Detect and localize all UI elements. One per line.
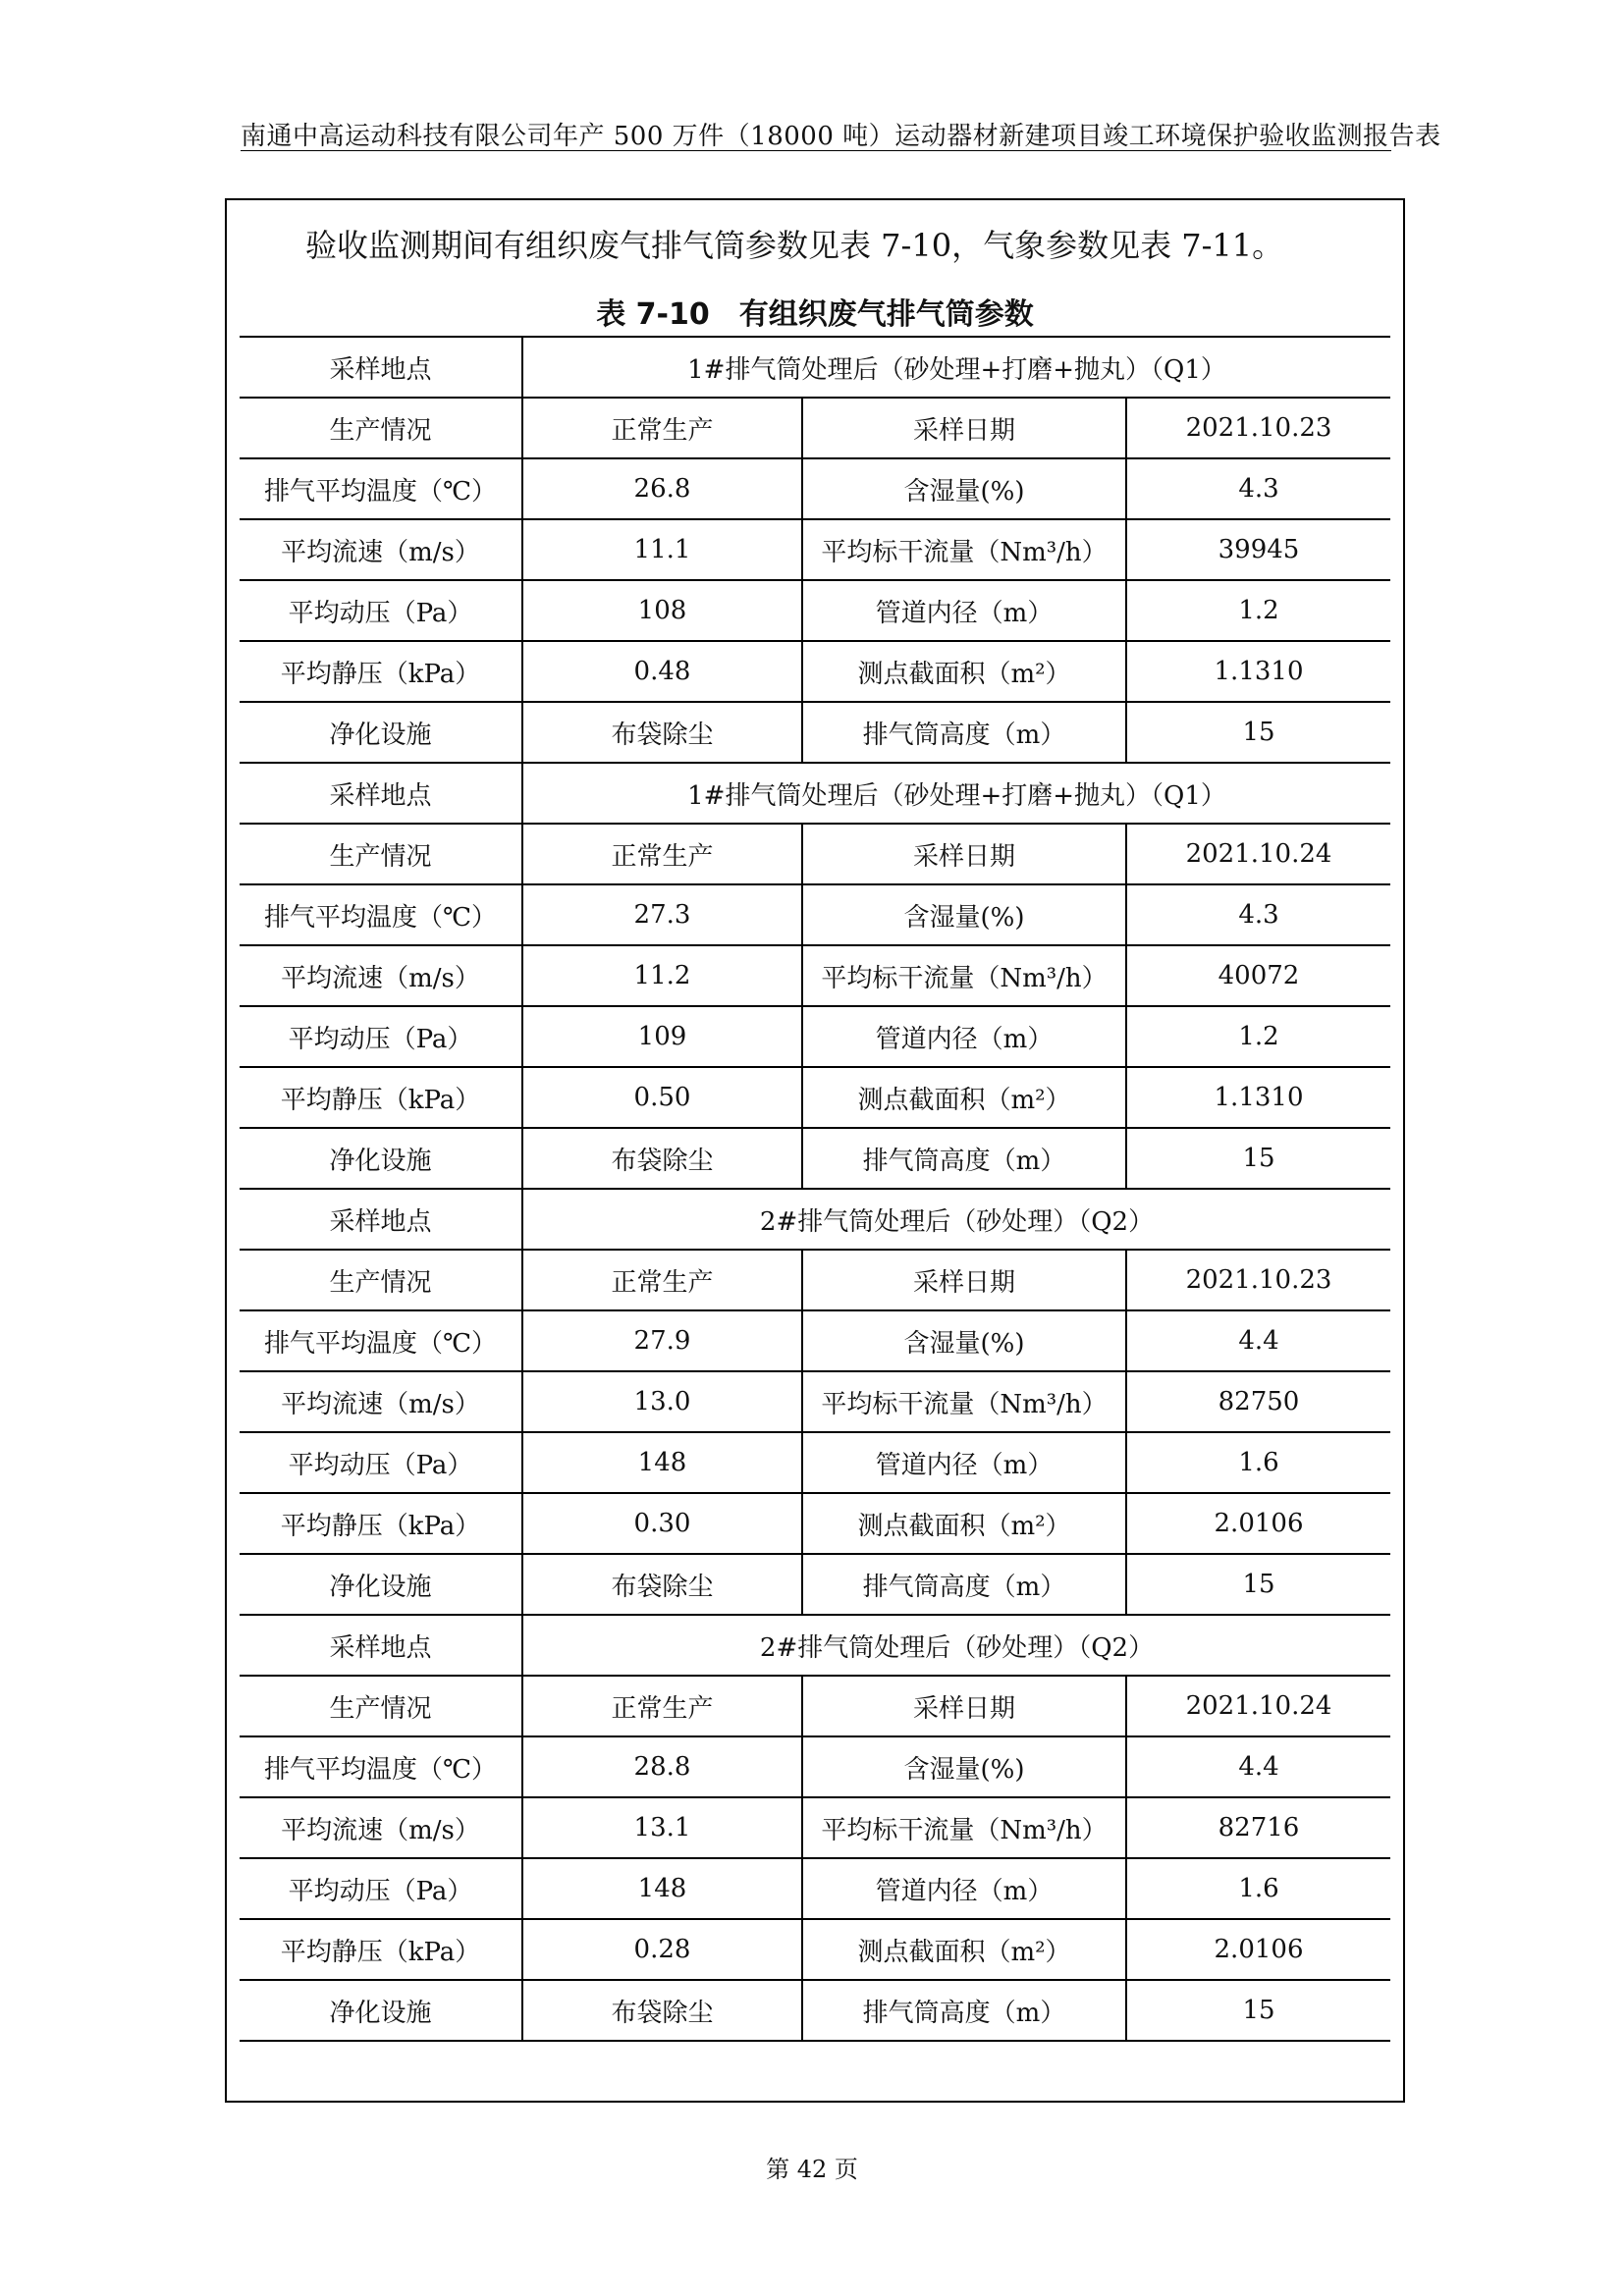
flow-label-cell: 平均标干流量（Nm³/h） (802, 945, 1126, 1006)
date-value-cell: 2021.10.23 (1126, 398, 1390, 458)
section-area-value-cell: 1.1310 (1126, 641, 1390, 702)
inner-diameter-value-cell: 1.6 (1126, 1858, 1390, 1919)
production-label-cell: 生产情况 (240, 824, 522, 884)
dynamic-pressure-value-cell: 109 (522, 1006, 802, 1067)
static-pressure-value-cell: 0.30 (522, 1493, 802, 1554)
inner-diameter-label-cell: 管道内径（m） (802, 1006, 1126, 1067)
production-value-cell: 正常生产 (522, 398, 802, 458)
table-row-velocity (240, 945, 1390, 1006)
velocity-label-cell: 平均流速（m/s） (240, 945, 522, 1006)
section-area-label-cell: 测点截面积（m²） (802, 1919, 1126, 1980)
static-pressure-value-cell: 0.28 (522, 1919, 802, 1980)
table-row-dynamic-pressure (240, 1858, 1390, 1919)
static-pressure-value-cell: 0.50 (522, 1067, 802, 1128)
temperature-value-cell: 27.9 (522, 1310, 802, 1371)
temperature-value-cell: 27.3 (522, 884, 802, 945)
table-row-dynamic-pressure (240, 1432, 1390, 1493)
table-row-static-pressure (240, 1067, 1390, 1128)
facility-value-cell: 布袋除尘 (522, 1554, 802, 1615)
section-area-value-cell: 2.0106 (1126, 1493, 1390, 1554)
section-area-label-cell: 测点截面积（m²） (802, 641, 1126, 702)
table-row-production (240, 824, 1390, 884)
site-value-cell: 2#排气筒处理后（砂处理）（Q2） (522, 1189, 1390, 1250)
moisture-value-cell: 4.3 (1126, 458, 1390, 519)
velocity-label-cell: 平均流速（m/s） (240, 519, 522, 580)
facility-value-cell: 布袋除尘 (522, 1980, 802, 2041)
production-value-cell: 正常生产 (522, 1250, 802, 1310)
facility-label-cell: 净化设施 (240, 1128, 522, 1189)
static-pressure-label-cell: 平均静压（kPa） (240, 1919, 522, 1980)
table-row-facility (240, 1128, 1390, 1189)
flow-label-cell: 平均标干流量（Nm³/h） (802, 1371, 1126, 1432)
site-label-cell: 采样地点 (240, 1189, 522, 1250)
table-row-velocity (240, 1371, 1390, 1432)
production-value-cell: 正常生产 (522, 824, 802, 884)
section-area-value-cell: 1.1310 (1126, 1067, 1390, 1128)
facility-value-cell: 布袋除尘 (522, 702, 802, 763)
intro-text: 验收监测期间有组织废气排气筒参数见表 7-10，气象参数见表 7-11。 (305, 227, 1284, 264)
facility-label-cell: 净化设施 (240, 1980, 522, 2041)
flow-value-cell: 82750 (1126, 1371, 1390, 1432)
stack-height-value-cell: 15 (1126, 1554, 1390, 1615)
table-row-temperature (240, 458, 1390, 519)
table-row-site (240, 1189, 1390, 1250)
dynamic-pressure-value-cell: 108 (522, 580, 802, 641)
moisture-value-cell: 4.4 (1126, 1310, 1390, 1371)
dynamic-pressure-value-cell: 148 (522, 1858, 802, 1919)
inner-diameter-value-cell: 1.2 (1126, 1006, 1390, 1067)
flow-value-cell: 82716 (1126, 1797, 1390, 1858)
table-row-production (240, 398, 1390, 458)
flow-label-cell: 平均标干流量（Nm³/h） (802, 519, 1126, 580)
dynamic-pressure-label-cell: 平均动压（Pa） (240, 1006, 522, 1067)
stack-height-label-cell: 排气筒高度（m） (802, 1128, 1126, 1189)
site-value-cell: 1#排气筒处理后（砂处理+打磨+抛丸）（Q1） (522, 337, 1390, 398)
table-row-facility (240, 1554, 1390, 1615)
site-value-cell: 2#排气筒处理后（砂处理）（Q2） (522, 1615, 1390, 1676)
static-pressure-label-cell: 平均静压（kPa） (240, 641, 522, 702)
site-label-cell: 采样地点 (240, 1615, 522, 1676)
table-row-site (240, 337, 1390, 398)
static-pressure-label-cell: 平均静压（kPa） (240, 1493, 522, 1554)
site-value-cell: 1#排气筒处理后（砂处理+打磨+抛丸）（Q1） (522, 763, 1390, 824)
table-row-production (240, 1250, 1390, 1310)
table-row-facility (240, 1980, 1390, 2041)
stack-height-value-cell: 15 (1126, 702, 1390, 763)
date-label-cell: 采样日期 (802, 398, 1126, 458)
temperature-label-cell: 排气平均温度（℃） (240, 1736, 522, 1797)
velocity-value-cell: 13.0 (522, 1371, 802, 1432)
temperature-value-cell: 28.8 (522, 1736, 802, 1797)
table-row-site (240, 763, 1390, 824)
header-divider (241, 150, 1391, 151)
dynamic-pressure-value-cell: 148 (522, 1432, 802, 1493)
temperature-value-cell: 26.8 (522, 458, 802, 519)
inner-diameter-value-cell: 1.6 (1126, 1432, 1390, 1493)
date-label-cell: 采样日期 (802, 1676, 1126, 1736)
velocity-label-cell: 平均流速（m/s） (240, 1797, 522, 1858)
table-caption: 表 7-10 有组织废气排气筒参数 (596, 297, 1034, 332)
site-label-cell: 采样地点 (240, 763, 522, 824)
stack-height-label-cell: 排气筒高度（m） (802, 1554, 1126, 1615)
date-value-cell: 2021.10.24 (1126, 1676, 1390, 1736)
section-area-label-cell: 测点截面积（m²） (802, 1067, 1126, 1128)
table-row-site (240, 1615, 1390, 1676)
inner-diameter-value-cell: 1.2 (1126, 580, 1390, 641)
dynamic-pressure-label-cell: 平均动压（Pa） (240, 1858, 522, 1919)
section-area-value-cell: 2.0106 (1126, 1919, 1390, 1980)
facility-label-cell: 净化设施 (240, 702, 522, 763)
production-label-cell: 生产情况 (240, 1676, 522, 1736)
stack-parameter-table-body (240, 337, 1390, 2041)
temperature-label-cell: 排气平均温度（℃） (240, 1310, 522, 1371)
stack-height-label-cell: 排气筒高度（m） (802, 702, 1126, 763)
temperature-label-cell: 排气平均温度（℃） (240, 458, 522, 519)
velocity-label-cell: 平均流速（m/s） (240, 1371, 522, 1432)
velocity-value-cell: 13.1 (522, 1797, 802, 1858)
stack-height-value-cell: 15 (1126, 1980, 1390, 2041)
moisture-value-cell: 4.3 (1126, 884, 1390, 945)
velocity-value-cell: 11.2 (522, 945, 802, 1006)
table-row-static-pressure (240, 1919, 1390, 1980)
dynamic-pressure-label-cell: 平均动压（Pa） (240, 580, 522, 641)
stack-height-label-cell: 排气筒高度（m） (802, 1980, 1126, 2041)
stack-parameter-table (240, 336, 1390, 2042)
moisture-label-cell: 含湿量(%) (802, 1736, 1126, 1797)
inner-diameter-label-cell: 管道内径（m） (802, 1432, 1126, 1493)
facility-value-cell: 布袋除尘 (522, 1128, 802, 1189)
report-header-title: 南通中高运动科技有限公司年产 500 万件（18000 吨）运动器材新建项目竣工环境保护验收监测报告表 (241, 122, 1441, 151)
table-row-facility (240, 702, 1390, 763)
date-label-cell: 采样日期 (802, 824, 1126, 884)
inner-diameter-label-cell: 管道内径（m） (802, 1858, 1126, 1919)
page-number: 第 42 页 (766, 2156, 858, 2183)
table-row-temperature (240, 1310, 1390, 1371)
facility-label-cell: 净化设施 (240, 1554, 522, 1615)
moisture-label-cell: 含湿量(%) (802, 884, 1126, 945)
table-row-production (240, 1676, 1390, 1736)
temperature-label-cell: 排气平均温度（℃） (240, 884, 522, 945)
site-label-cell: 采样地点 (240, 337, 522, 398)
date-value-cell: 2021.10.24 (1126, 824, 1390, 884)
table-row-static-pressure (240, 1493, 1390, 1554)
table-row-temperature (240, 884, 1390, 945)
production-label-cell: 生产情况 (240, 398, 522, 458)
flow-value-cell: 39945 (1126, 519, 1390, 580)
flow-label-cell: 平均标干流量（Nm³/h） (802, 1797, 1126, 1858)
moisture-value-cell: 4.4 (1126, 1736, 1390, 1797)
velocity-value-cell: 11.1 (522, 519, 802, 580)
inner-diameter-label-cell: 管道内径（m） (802, 580, 1126, 641)
moisture-label-cell: 含湿量(%) (802, 1310, 1126, 1371)
date-value-cell: 2021.10.23 (1126, 1250, 1390, 1310)
table-row-velocity (240, 519, 1390, 580)
stack-height-value-cell: 15 (1126, 1128, 1390, 1189)
table-row-velocity (240, 1797, 1390, 1858)
moisture-label-cell: 含湿量(%) (802, 458, 1126, 519)
dynamic-pressure-label-cell: 平均动压（Pa） (240, 1432, 522, 1493)
section-area-label-cell: 测点截面积（m²） (802, 1493, 1126, 1554)
flow-value-cell: 40072 (1126, 945, 1390, 1006)
production-label-cell: 生产情况 (240, 1250, 522, 1310)
table-row-dynamic-pressure (240, 1006, 1390, 1067)
table-row-temperature (240, 1736, 1390, 1797)
date-label-cell: 采样日期 (802, 1250, 1126, 1310)
table-row-static-pressure (240, 641, 1390, 702)
static-pressure-value-cell: 0.48 (522, 641, 802, 702)
table-row-dynamic-pressure (240, 580, 1390, 641)
production-value-cell: 正常生产 (522, 1676, 802, 1736)
static-pressure-label-cell: 平均静压（kPa） (240, 1067, 522, 1128)
